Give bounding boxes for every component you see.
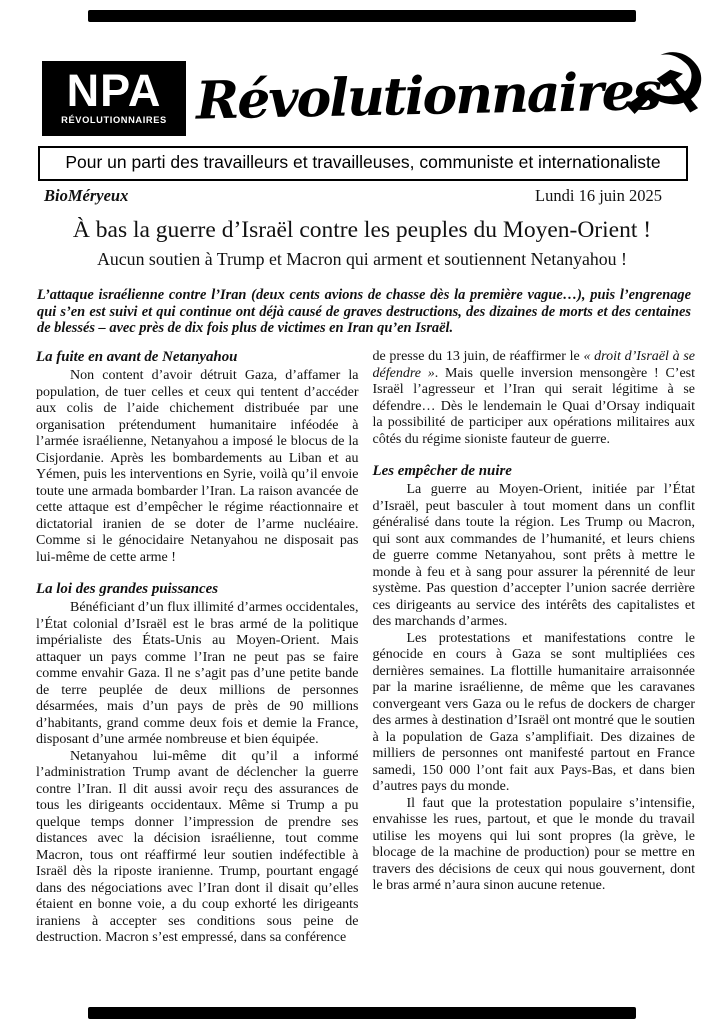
- scan-artifact-bottom-bar: [88, 1007, 636, 1019]
- edition-location: BioMéryeux: [44, 186, 129, 205]
- paragraph: Les protestations et manifestations contre le génocide en cours à Gaza se sont multipliées ces dernières semaines. La flottille humanitaire arraisonnée par la marine israélienne, de même que les caravanes convergeant vers Gaza ou le refus de dockers de charger des armes à destination d’Israël ont montré que le soutien à la population de Gaza s’amplifiait. Des dizaines de milliers de personnes ont manifesté partout en France samedi, 150 000 l’ont fait aux Pays-Bas, et dans bien d’autres pays du monde.: [372, 630, 695, 795]
- paragraph: Netanyahou lui-même dit qu’il a informé l’administration Trump avant de déclencher la guerre contre l’Iran. Il dit aussi avoir reçu des assurances de tous les dirigeants occidentaux. Même si Trump a pu quelque temps donner l’impression de prendre ses distances avec la décision israélienne, tout comme Macron, tous ont réaffirmé leur soutien indéfectible à Israël dès la riposte iranienne. Trump, pourtant engagé dans des négociations avec l’Iran dont il disait qu’elles étaient en bonne voie, a du coup exhorté les dirigeants iraniens à accepter ses conditions sous peine de destruction. Macron s’est empressé, dans sa conférence: [36, 748, 359, 946]
- section-heading-netanyahou: La fuite en avant de Netanyahou: [36, 349, 238, 365]
- edition-date: Lundi 16 juin 2025: [535, 186, 662, 205]
- npa-logo: [42, 61, 186, 136]
- tagline-text: Pour un parti des travailleurs et travailleuses, communiste et internationaliste: [65, 152, 661, 172]
- paragraph: Non content d’avoir détruit Gaza, d’affamer la population, de tuer celles et ceux qui tentent d’accéder aux colis de l’aide chichement distribuée par une organisation prétendument humanitaire inféodée à l’armée israélienne, Netanyahou a imposé le blocus de la Cisjordanie. Après les bombardements au Liban et au Yémen, puis les interventions en Syrie, voilà qu’il envoie toute une armada bombarder l’Iran. La raison avancée de cette attaque est d’empêcher le régime réactionnaire et dictatorial iranien de se doter de l’arme nucléaire. Comme si le génocidaire Netanyahou ne disposait pas lui-même de cette arme !: [36, 368, 359, 565]
- npa-logo-subtitle: RÉVOLUTIONNAIRES: [61, 115, 167, 125]
- article-body: [36, 349, 695, 947]
- meta-row: [44, 186, 662, 206]
- scan-artifact-top-bar: [88, 10, 636, 22]
- paragraph: Il faut que la protestation populaire s’intensifie, envahisse les rues, partout, et que le monde du travail utilise les moyens qui lui sont propres (la grève, le blocage de la machine de production) pour se mettre en travers des décisions de ceux qui nous gouvernent, dont le bras armé n’aura sinon aucune retenue.: [372, 795, 695, 894]
- tagline-box: [38, 146, 688, 181]
- headline: À bas la guerre d’Israël contre les peuples du Moyen-Orient !: [72, 217, 652, 243]
- npa-logo-acronym: NPA: [66, 65, 162, 116]
- paper-title: Révolutionnaires: [195, 60, 661, 132]
- paragraph: Bénéficiant d’un flux illimité d’armes occidentales, l’État colonial d’Israël est le bras armé de la politique impérialiste des États-Unis au Moyen-Orient. Mais attaquer un pays comme l’Iran ne peut pas se faire comme envahir Gaza. Il ne s’agit pas d’une petite bande de terre peuplée de deux millions de personnes désarmées, mais d’un pays de près de 90 millions d’habitants, grand comme deux fois et demie la France, disposant d’une armée nombreuse et bien équipée.: [36, 600, 359, 748]
- column-left: [36, 349, 359, 947]
- hammer-and-sickle-icon: ☭: [611, 23, 723, 153]
- intro-chapeau: L’attaque israélienne contre l’Iran (deux cents avions de chasse dès la première vague…), puis l’engrenage qui s’en est suivi et qui continue ont déjà causé de graves destructions, des dizaines de morts et des centaines de blessés – avec près de dix fois plus de victimes en Iran qu’en Israël.: [37, 287, 691, 337]
- paragraph-text: . Mais quelle inversion mensongère ! C’est Israël l’agresseur et l’Iran qui serait légitime à se défendre… Dès le lendemain le Quai d’Orsay indiquait la possibilité de participer aux opérations militaires aux côtés du régime sioniste fauteur de guerre.: [372, 365, 695, 447]
- inline-quote: « droit d’Israël à se défendre »: [372, 349, 695, 381]
- paragraph: La guerre au Moyen-Orient, initiée par l’État d’Israël, peut basculer à tout moment dans un conflit généralisé dans toute la région. Les Trump ou Macron, qui sont aux commandes de l’humanité, et leurs chiens de guerre comme Netanyahou, sont prêts à mettre le monde à feu et à sang pour assurer la pérennité de leur système. Pas question d’accepter l’union sacrée derrière ces dirigeants au service des intérêts des capitalistes et des marchands d’armes.: [372, 482, 695, 630]
- paragraph-continuation: [373, 349, 696, 448]
- column-right: [373, 349, 696, 947]
- section-heading-grandes-puissances: La loi des grandes puissances: [36, 581, 219, 598]
- paragraph-text: de presse du 13 juin, de réaffirmer le: [372, 349, 584, 364]
- section-heading-empecher-de-nuire: Les empêcher de nuire: [372, 463, 512, 479]
- subheadline: Aucun soutien à Trump et Macron qui arment et soutiennent Netanyahou !: [97, 249, 627, 269]
